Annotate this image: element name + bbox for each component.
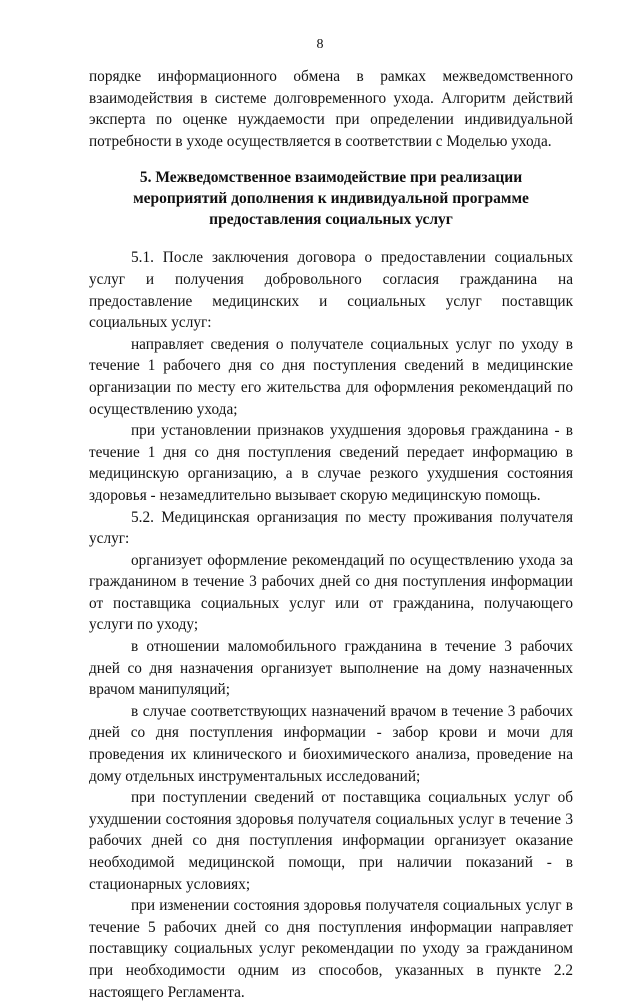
- section-heading-line: мероприятий дополнения к индивидуальной программе: [133, 190, 529, 208]
- clause-5-2: 5.2. Медицинская организация по месту проживания получателя услуг:: [89, 508, 573, 548]
- clause-5-1: 5.1. После заключения договора о предоставлении социальных услуг и получения добровольного согласия гражданина на предоставление медицинских и социальных услуг поставщик социальных услуг:: [89, 249, 573, 332]
- section-heading-line: предоставления социальных услуг: [209, 211, 453, 229]
- clause-5-1-item-send-info: направляет сведения о получателе социальных услуг по уходу в течение 1 рабочего дня со дня поступления сведений в медицинские организации по месту его жительства для оформления рекомендаций по осуществлению ухода;: [89, 335, 573, 418]
- page-number: 8: [316, 37, 324, 52]
- clause-5-2-item-medical-help: при поступлении сведений от поставщика социальных услуг об ухудшении состояния здоровья получателя социальных услуг в течение 3 рабочих дней со дня поступления информации организует оказание необходимой медицинской помощи, при наличии показаний - в стационарных условиях;: [89, 789, 573, 893]
- clause-5-2-item-low-mobility: в отношении маломобильного гражданина в течение 3 рабочих дней со дня назначения организует выполнение на дому назначенных врачом манипуляций;: [89, 638, 573, 699]
- clause-5-2-item-recommendations: организует оформление рекомендаций по осуществлению ухода за гражданином в течение 3 рабочих дней со дня поступления информации от поставщика социальных услуг или от гражданина, получающего услуги по уходу;: [89, 551, 573, 634]
- clause-5-1-item-health-decline: при установлении признаков ухудшения здоровья гражданина - в течение 1 дня со дня поступления сведений передает информацию в медицинскую организацию, а в случае резкого ухудшения состояния здоровья - незамедлительно вызывает скорую медицинскую помощь.: [89, 422, 573, 504]
- section-heading-line: 5. Межведомственное взаимодействие при реализации: [139, 169, 523, 187]
- clause-5-2-item-tests: в случае соответствующих назначений врачом в течение 3 рабочих дней со дня поступления информации - забор крови и мочи для проведения их клинического и биохимического анализа, проведение на дому отдельных инструментальных исследований;: [89, 702, 573, 785]
- section-heading: [89, 167, 573, 230]
- page-content: [89, 66, 573, 1003]
- intro-paragraph: порядке информационного обмена в рамках межведомственного взаимодействия в системе долговременного ухода. Алгоритм действий эксперта по оценке нуждаемости при определении индивидуальной потребности в уходе осуществляется в соответствии с Моделью ухода.: [89, 68, 573, 150]
- clause-5-2-item-care-change: при изменении состояния здоровья получателя социальных услуг в течение 5 рабочих дней со дня поступления информации направляет поставщику социальных услуг рекомендации по уходу за гражданином при необходимости одним из способов, указанных в пункте 2.2 настоящего Регламента.: [89, 897, 573, 1001]
